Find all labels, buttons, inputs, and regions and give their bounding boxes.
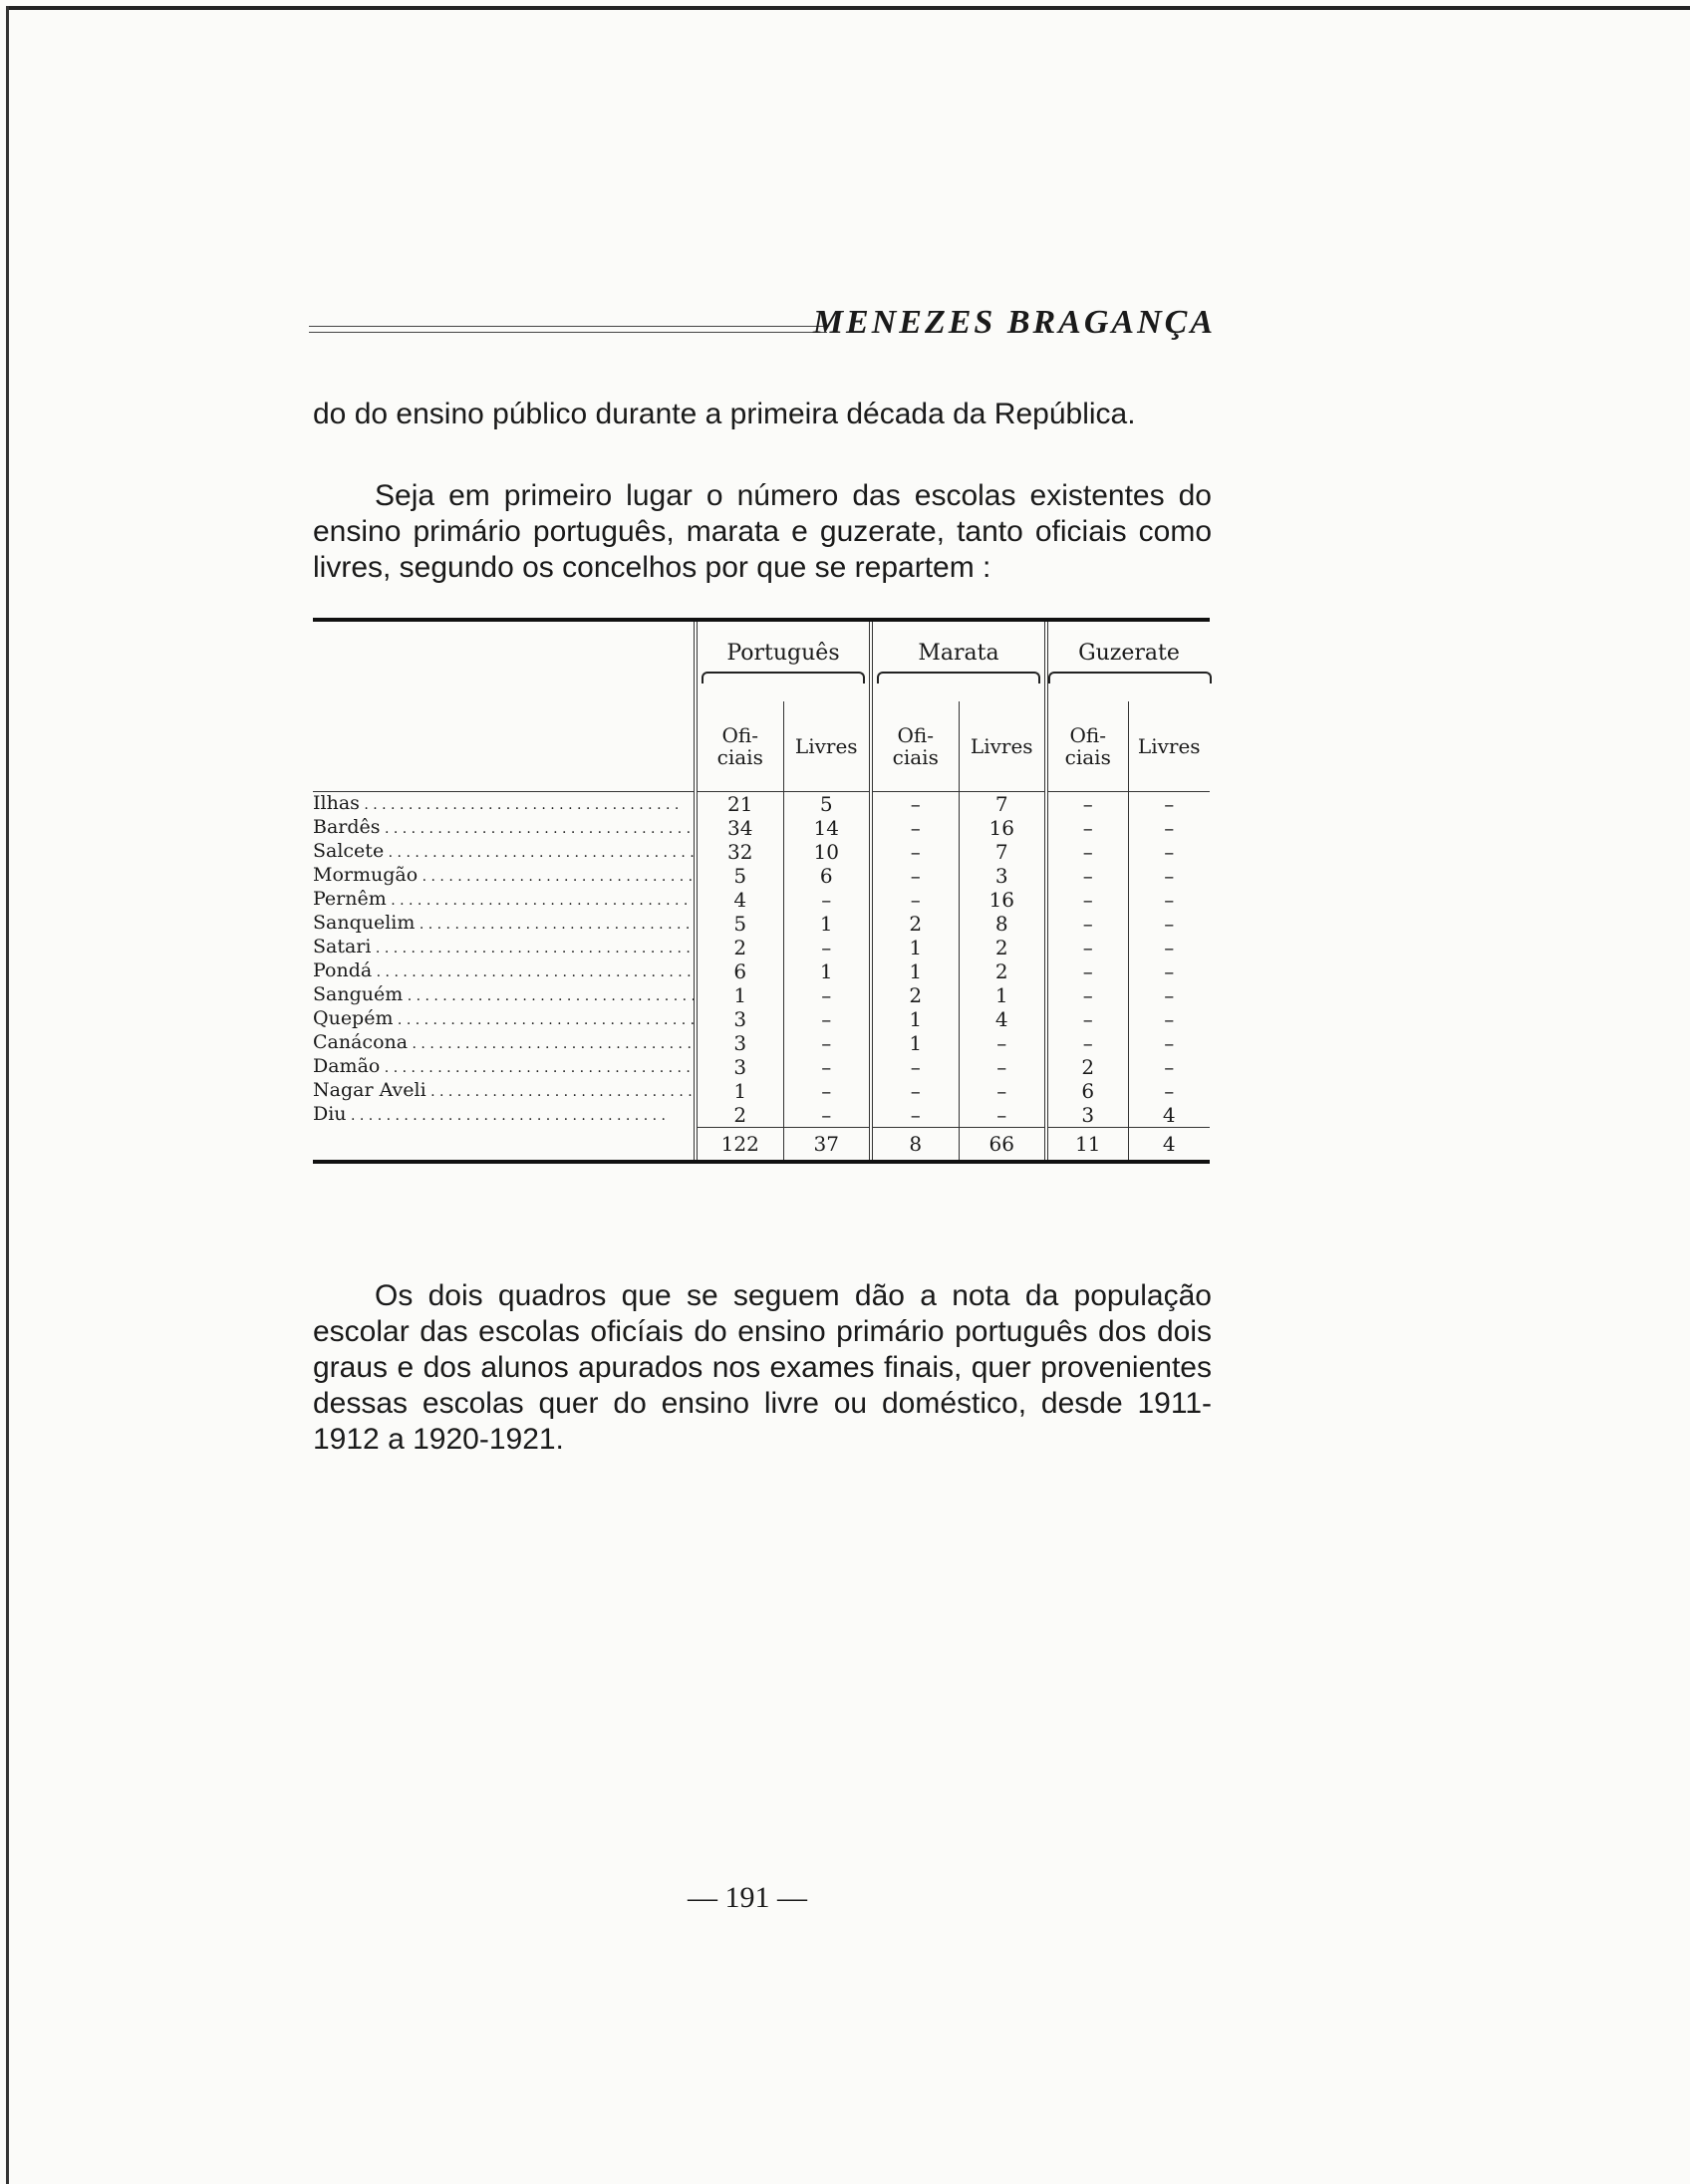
cell: –	[1046, 959, 1128, 983]
cell: –	[783, 1031, 871, 1055]
cell: 2	[696, 936, 783, 959]
total-cell: 11	[1046, 1128, 1128, 1161]
cell: –	[1128, 912, 1210, 936]
cell: –	[1128, 1007, 1210, 1031]
cell: –	[1046, 912, 1128, 936]
cell: –	[959, 1055, 1046, 1079]
total-cell: 122	[696, 1128, 783, 1161]
cell: 1	[783, 959, 871, 983]
row-label: Nagar Aveli . . .	[313, 1079, 696, 1103]
cell: 4	[1128, 1103, 1210, 1128]
header-rule	[309, 326, 827, 333]
cell: –	[871, 888, 959, 912]
table-row	[313, 1055, 1210, 1079]
total-cell: 4	[1128, 1128, 1210, 1161]
table-row	[313, 1103, 1210, 1128]
brace	[1048, 672, 1212, 683]
table-row	[313, 792, 1210, 817]
cell: 2	[959, 959, 1046, 983]
cell: –	[783, 1079, 871, 1103]
cell: –	[783, 1007, 871, 1031]
row-label: Quepém . . .	[313, 1007, 696, 1031]
cell: 14	[783, 816, 871, 840]
cell: –	[871, 840, 959, 864]
subheader-livres: Livres	[1128, 701, 1210, 792]
cell: 6	[1046, 1079, 1128, 1103]
cell: –	[1128, 936, 1210, 959]
table-row	[313, 888, 1210, 912]
cell: –	[871, 1055, 959, 1079]
cell: 8	[959, 912, 1046, 936]
table-body	[313, 792, 1210, 1161]
scan-border-left	[6, 6, 9, 2184]
cell: 1	[959, 983, 1046, 1007]
subheader-livres: Livres	[959, 701, 1046, 792]
total-cell: 8	[871, 1128, 959, 1161]
running-header	[309, 304, 1216, 344]
group-label: Guzerate	[1078, 640, 1180, 666]
row-label: Diu . . .	[313, 1103, 696, 1128]
table-row	[313, 864, 1210, 888]
cell: –	[1128, 888, 1210, 912]
table-row	[313, 1079, 1210, 1103]
cell: –	[1046, 840, 1128, 864]
cell: –	[1128, 959, 1210, 983]
paragraph-1: do do ensino público durante a primeira década da República.	[313, 398, 1136, 430]
row-label: Mormugão . . .	[313, 864, 696, 888]
table-row	[313, 816, 1210, 840]
row-label: Damão . . .	[313, 1055, 696, 1079]
row-label: Canácona . . .	[313, 1031, 696, 1055]
cell: 5	[696, 864, 783, 888]
table-row	[313, 936, 1210, 959]
table-row	[313, 983, 1210, 1007]
header-title: MENEZES BRAGANÇA	[812, 304, 1216, 341]
cell: 1	[783, 912, 871, 936]
brace	[877, 672, 1040, 683]
cell: –	[1128, 864, 1210, 888]
subheader-oficiais: Ofi- ciais	[871, 701, 959, 792]
totals-label-empty	[313, 1128, 696, 1161]
empty-corner	[313, 701, 696, 792]
cell: –	[783, 983, 871, 1007]
cell: 3	[1046, 1103, 1128, 1128]
page-number: — 191 —	[688, 1881, 807, 1914]
total-cell: 37	[783, 1128, 871, 1161]
group-label: Português	[726, 640, 840, 666]
row-label: Bardês . . .	[313, 816, 696, 840]
cell: 5	[696, 912, 783, 936]
cell: –	[783, 1055, 871, 1079]
brace	[702, 672, 865, 683]
schools-table-grid	[313, 622, 1210, 1160]
cell: 7	[959, 792, 1046, 817]
cell: –	[1128, 1031, 1210, 1055]
cell: 1	[696, 983, 783, 1007]
cell: –	[871, 864, 959, 888]
cell: –	[871, 792, 959, 817]
paragraph-3: Os dois quadros que se seguem dão a nota da população escolar das escolas oficíais do ensino primário português dos dois graus e dos alunos apurados nos exames finais, quer provenientes dessas escolas quer do ensino livre ou doméstico, desde 1911-1912 a 1920-1921.	[313, 1279, 1212, 1456]
cell: –	[1046, 1007, 1128, 1031]
cell: 3	[696, 1031, 783, 1055]
paragraph-2: Seja em primeiro lugar o número das escolas existentes do ensino primário português, marata e guzerate, tanto oficiais como livres, segundo os concelhos por que se repartem :	[313, 479, 1212, 584]
cell: –	[783, 888, 871, 912]
cell: 4	[959, 1007, 1046, 1031]
row-label: Ilhas . . .	[313, 792, 696, 817]
table-row	[313, 1031, 1210, 1055]
cell: –	[1128, 816, 1210, 840]
cell: 1	[696, 1079, 783, 1103]
cell: –	[1128, 840, 1210, 864]
subheader-oficiais: Ofi- ciais	[696, 701, 783, 792]
row-label: Sanguém . . .	[313, 983, 696, 1007]
cell: 1	[871, 959, 959, 983]
group-label: Marata	[918, 640, 999, 666]
cell: –	[959, 1079, 1046, 1103]
cell: –	[783, 1103, 871, 1128]
group-header-guzerate	[1046, 622, 1210, 701]
cell: 1	[871, 1007, 959, 1031]
table-row	[313, 912, 1210, 936]
cell: –	[1046, 1031, 1128, 1055]
cell: 1	[871, 1031, 959, 1055]
cell: 3	[959, 864, 1046, 888]
subheader-livres: Livres	[783, 701, 871, 792]
cell: 6	[696, 959, 783, 983]
subheader-oficiais: Ofi- ciais	[1046, 701, 1128, 792]
row-label: Pondá . . .	[313, 959, 696, 983]
cell: 21	[696, 792, 783, 817]
cell: 3	[696, 1055, 783, 1079]
cell: –	[871, 1103, 959, 1128]
cell: 2	[696, 1103, 783, 1128]
table-row	[313, 840, 1210, 864]
group-header-marata	[871, 622, 1046, 701]
cell: 2	[871, 983, 959, 1007]
cell: –	[1046, 983, 1128, 1007]
cell: 10	[783, 840, 871, 864]
cell: 4	[696, 888, 783, 912]
cell: –	[1128, 792, 1210, 817]
row-label: Pernêm . . .	[313, 888, 696, 912]
cell: 34	[696, 816, 783, 840]
cell: 2	[871, 912, 959, 936]
total-cell: 66	[959, 1128, 1046, 1161]
cell: –	[1046, 936, 1128, 959]
row-label: Satari . . .	[313, 936, 696, 959]
cell: 32	[696, 840, 783, 864]
cell: 5	[783, 792, 871, 817]
cell: 3	[696, 1007, 783, 1031]
cell: 6	[783, 864, 871, 888]
group-header-portugues	[696, 622, 871, 701]
table-row	[313, 1007, 1210, 1031]
cell: 16	[959, 816, 1046, 840]
cell: –	[1046, 816, 1128, 840]
cell: –	[1128, 1055, 1210, 1079]
totals-row	[313, 1128, 1210, 1161]
empty-corner	[313, 622, 696, 701]
schools-table	[313, 618, 1210, 1164]
cell: –	[871, 816, 959, 840]
cell: –	[1128, 983, 1210, 1007]
cell: 7	[959, 840, 1046, 864]
row-label: Salcete . . .	[313, 840, 696, 864]
cell: 16	[959, 888, 1046, 912]
cell: –	[1046, 888, 1128, 912]
cell: –	[959, 1103, 1046, 1128]
cell: 2	[959, 936, 1046, 959]
table-bottom-rule	[313, 1160, 1210, 1164]
cell: 2	[1046, 1055, 1128, 1079]
scan-border-top	[6, 6, 1690, 10]
cell: –	[959, 1031, 1046, 1055]
cell: –	[1046, 864, 1128, 888]
row-label: Sanquelim . . .	[313, 912, 696, 936]
cell: –	[783, 936, 871, 959]
cell: –	[1046, 792, 1128, 817]
cell: –	[1128, 1079, 1210, 1103]
cell: 1	[871, 936, 959, 959]
table-row	[313, 959, 1210, 983]
cell: –	[871, 1079, 959, 1103]
